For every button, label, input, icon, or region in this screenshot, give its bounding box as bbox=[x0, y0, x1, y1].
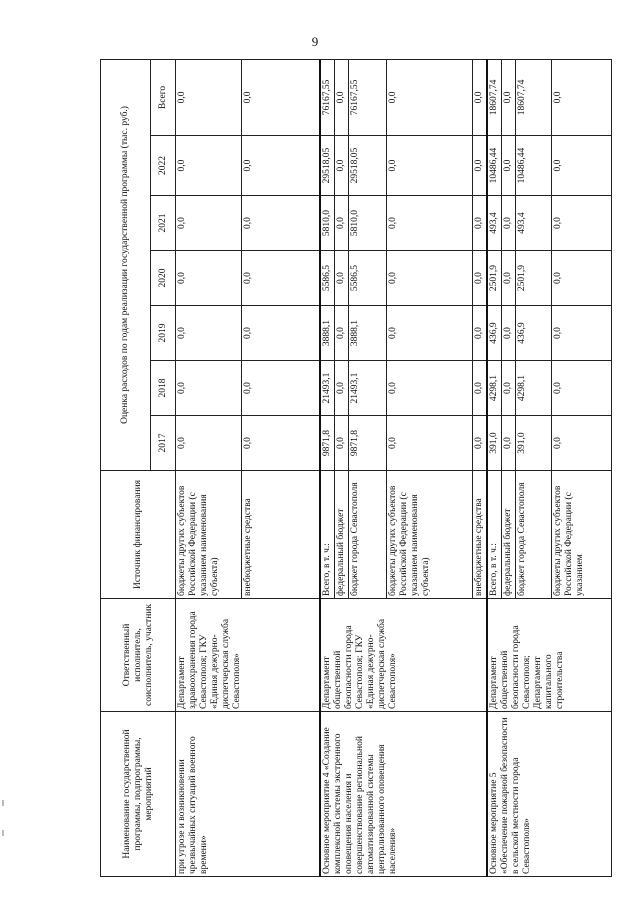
value-cell: 0,0 bbox=[242, 251, 320, 306]
value-cell: 0,0 bbox=[334, 196, 348, 251]
value-cell: 0,0 bbox=[501, 416, 515, 471]
value-cell: 0,0 bbox=[386, 196, 472, 251]
value-cell: 493,4 bbox=[487, 196, 502, 251]
value-cell: 0,0 bbox=[472, 136, 487, 196]
value-cell: 4298,1 bbox=[487, 361, 502, 416]
value-cell: 391,0 bbox=[487, 416, 502, 471]
value-cell: 0,0 bbox=[242, 306, 320, 361]
value-cell: 0,0 bbox=[501, 251, 515, 306]
header-year: 2022 bbox=[151, 136, 176, 196]
header-estimate: Оценка расходов по годам реализации государственной программы (тыс. руб.) bbox=[101, 59, 151, 470]
item-name: Основное мероприятие 5 «Обеспечение пожарной безопасности в сельской местности города Севастополя» bbox=[487, 712, 612, 877]
value-cell: 5586,5 bbox=[348, 251, 386, 306]
source-cell: внебюджетные средства bbox=[472, 471, 487, 599]
value-cell: 18607,74 bbox=[515, 59, 551, 135]
item-responsible: Департамент здравоохранения города Севастополя; ГКУ «Единая дежурно-диспетчерская служба Севастополя» bbox=[176, 599, 320, 712]
source-cell: федеральный бюджет bbox=[501, 471, 515, 599]
value-cell: 0,0 bbox=[242, 196, 320, 251]
value-cell: 9871,8 bbox=[320, 416, 335, 471]
table-row bbox=[487, 59, 502, 876]
value-cell: 5810,0 bbox=[320, 196, 335, 251]
scan-mark bbox=[2, 830, 4, 836]
value-cell: 0,0 bbox=[501, 361, 515, 416]
value-cell: 0,0 bbox=[551, 196, 611, 251]
value-cell: 29518,05 bbox=[320, 136, 335, 196]
value-cell: 0,0 bbox=[501, 59, 515, 135]
source-cell: бюджеты других субъектов Российской Федерации (с указанием bbox=[551, 471, 611, 599]
value-cell: 21493,1 bbox=[348, 361, 386, 416]
header-year: 2018 bbox=[151, 361, 176, 416]
source-cell: бюджеты других субъектов Российской Федерации (с указанием наименования субъекта) bbox=[386, 471, 472, 599]
table-row bbox=[176, 59, 242, 876]
value-cell: 2501,9 bbox=[487, 251, 502, 306]
value-cell: 3888,1 bbox=[348, 306, 386, 361]
header-row-1 bbox=[101, 59, 151, 876]
value-cell: 76167,55 bbox=[320, 59, 335, 135]
header-name: Наименование государственной программы, подпрограммы, мероприятий bbox=[101, 712, 176, 877]
value-cell: 0,0 bbox=[386, 306, 472, 361]
value-cell: 391,0 bbox=[515, 416, 551, 471]
value-cell: 0,0 bbox=[386, 416, 472, 471]
item-responsible: Департамент общественной безопасности города Севастополя; Департамент капитального строительства bbox=[487, 599, 612, 712]
rotated-table-container bbox=[100, 60, 585, 877]
value-cell: 0,0 bbox=[386, 251, 472, 306]
value-cell: 18607,74 bbox=[487, 59, 502, 135]
value-cell: 0,0 bbox=[242, 416, 320, 471]
header-year: 2020 bbox=[151, 251, 176, 306]
value-cell: 0,0 bbox=[176, 416, 242, 471]
value-cell: 0,0 bbox=[472, 306, 487, 361]
value-cell: 0,0 bbox=[386, 361, 472, 416]
value-cell: 436,9 bbox=[515, 306, 551, 361]
value-cell: 0,0 bbox=[501, 136, 515, 196]
page-number: 9 bbox=[311, 34, 319, 49]
value-cell: 76167,55 bbox=[348, 59, 386, 135]
source-cell: федеральный бюджет bbox=[334, 471, 348, 599]
value-cell: 0,0 bbox=[334, 59, 348, 135]
value-cell: 10486,44 bbox=[487, 136, 502, 196]
value-cell: 9871,8 bbox=[348, 416, 386, 471]
value-cell: 29518,05 bbox=[348, 136, 386, 196]
value-cell: 0,0 bbox=[334, 136, 348, 196]
value-cell: 21493,1 bbox=[320, 361, 335, 416]
program-expenses-table bbox=[100, 59, 612, 877]
source-cell: бюджет города Севастополя bbox=[515, 471, 551, 599]
source-cell: бюджет города Севастополя bbox=[348, 471, 386, 599]
value-cell: 2501,9 bbox=[515, 251, 551, 306]
value-cell: 0,0 bbox=[334, 251, 348, 306]
header-year: 2019 bbox=[151, 306, 176, 361]
value-cell: 0,0 bbox=[472, 196, 487, 251]
source-cell: бюджеты других субъектов Российской Федерации (с указанием наименования субъекта) bbox=[176, 471, 242, 599]
value-cell: 0,0 bbox=[551, 59, 611, 135]
value-cell: 0,0 bbox=[551, 361, 611, 416]
value-cell: 493,4 bbox=[515, 196, 551, 251]
value-cell: 0,0 bbox=[242, 136, 320, 196]
header-year: 2017 bbox=[151, 416, 176, 471]
header-source: Источник финансирования bbox=[101, 471, 176, 599]
value-cell: 5586,5 bbox=[320, 251, 335, 306]
value-cell: 10486,44 bbox=[515, 136, 551, 196]
value-cell: 0,0 bbox=[176, 251, 242, 306]
value-cell: 0,0 bbox=[551, 136, 611, 196]
value-cell: 3888,1 bbox=[320, 306, 335, 361]
item-responsible: Департамент общественной безопасности города Севастополя; ГКУ «Единая дежурно-диспетчерская служба Севастополя» bbox=[320, 599, 487, 712]
value-cell: 0,0 bbox=[501, 196, 515, 251]
value-cell: 0,0 bbox=[242, 59, 320, 135]
rotated-table-frame bbox=[100, 60, 585, 877]
value-cell: 0,0 bbox=[176, 306, 242, 361]
header-responsible: Ответственный исполнитель, соисполнитель, участник bbox=[101, 599, 176, 712]
value-cell: 0,0 bbox=[242, 361, 320, 416]
value-cell: 0,0 bbox=[176, 361, 242, 416]
value-cell: 0,0 bbox=[551, 416, 611, 471]
value-cell: 5810,0 bbox=[348, 196, 386, 251]
value-cell: 0,0 bbox=[472, 361, 487, 416]
item-name: Основное мероприятие 4 «Создание комплексной системы экстренного оповещения населения и совершенствование региональной автоматизированной системы централизованного оповещения населения» bbox=[320, 712, 487, 877]
header-year: 2021 bbox=[151, 196, 176, 251]
value-cell: 0,0 bbox=[176, 196, 242, 251]
value-cell: 0,0 bbox=[472, 251, 487, 306]
item-name: при угрозе и возникновении чрезвычайных ситуаций военного времени» bbox=[176, 712, 320, 877]
value-cell: 0,0 bbox=[386, 136, 472, 196]
value-cell: 0,0 bbox=[334, 416, 348, 471]
source-cell: внебюджетные средства bbox=[242, 471, 320, 599]
value-cell: 0,0 bbox=[334, 361, 348, 416]
table-row bbox=[320, 59, 335, 876]
value-cell: 0,0 bbox=[472, 416, 487, 471]
value-cell: 0,0 bbox=[176, 136, 242, 196]
source-cell: Всего, в т. ч.: bbox=[487, 471, 502, 599]
value-cell: 0,0 bbox=[551, 251, 611, 306]
value-cell: 0,0 bbox=[472, 59, 487, 135]
scan-mark bbox=[2, 800, 4, 806]
header-total: Всего bbox=[151, 59, 176, 135]
value-cell: 0,0 bbox=[176, 59, 242, 135]
value-cell: 436,9 bbox=[487, 306, 502, 361]
source-cell: Всего, в т. ч.: bbox=[320, 471, 335, 599]
value-cell: 0,0 bbox=[551, 306, 611, 361]
value-cell: 0,0 bbox=[334, 306, 348, 361]
value-cell: 4298,1 bbox=[515, 361, 551, 416]
value-cell: 0,0 bbox=[501, 306, 515, 361]
value-cell: 0,0 bbox=[386, 59, 472, 135]
